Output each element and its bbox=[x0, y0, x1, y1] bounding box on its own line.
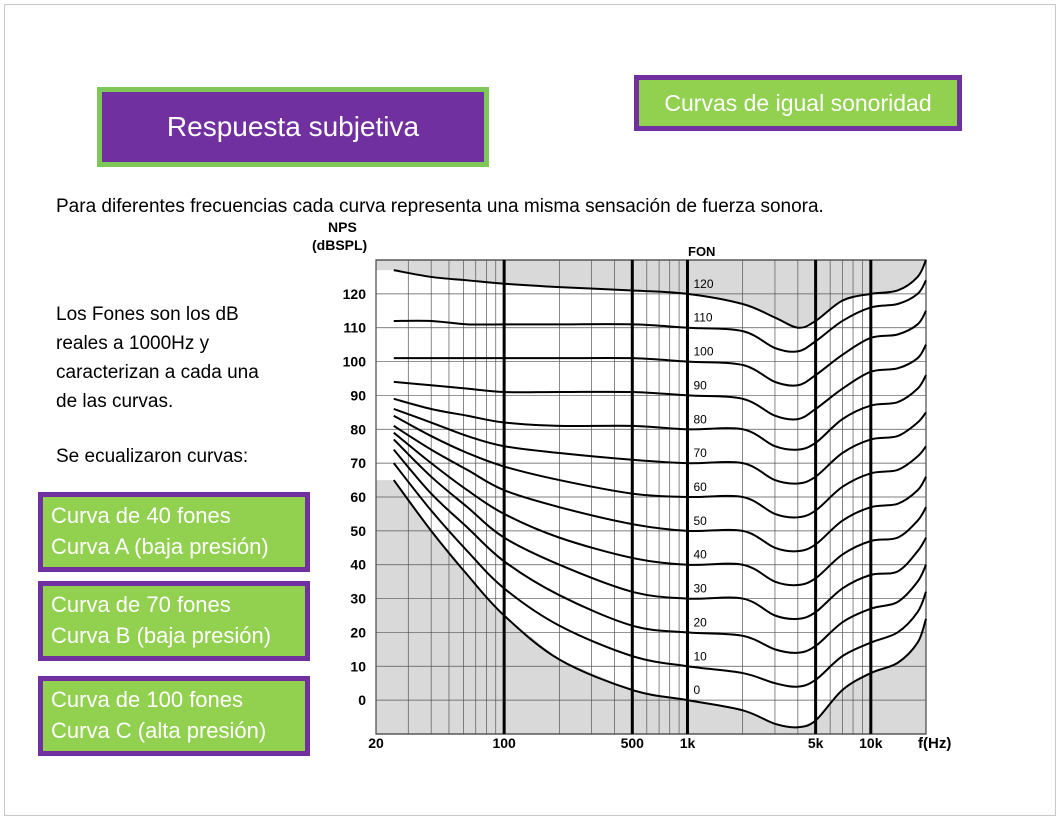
slide-title bbox=[97, 87, 489, 167]
curve-60-fon bbox=[394, 416, 926, 518]
curve-box-line: Curva B (baja presión) bbox=[51, 623, 272, 648]
topic-badge bbox=[634, 75, 962, 131]
y-tick-label: 120 bbox=[342, 285, 366, 302]
phon-line: Los Fones son los dB bbox=[56, 304, 239, 325]
phon-line: de las curvas. bbox=[56, 391, 174, 412]
curve-box-line: Curva de 70 fones bbox=[51, 592, 231, 617]
phon-description bbox=[56, 300, 306, 416]
curve-box-line: Curva A (baja presión) bbox=[51, 534, 269, 559]
y-tick-label: 70 bbox=[350, 455, 366, 472]
curve-box-line: Curva de 100 fones bbox=[51, 687, 244, 712]
curve-box-line: Curva de 40 fones bbox=[51, 503, 231, 528]
y-tick-label: 90 bbox=[350, 387, 366, 404]
intro-text: Para diferentes frecuencias cada curva representa una misma sensación de fuerza sonora. bbox=[56, 196, 824, 217]
slide-title-text: Respuesta subjetiva bbox=[166, 111, 420, 142]
x-tick-label: 10k bbox=[859, 735, 883, 751]
y-axis-label-line1: NPS bbox=[328, 220, 357, 235]
topic-badge-text: Curvas de igual sonoridad bbox=[664, 89, 932, 116]
curve-box-100-fones bbox=[38, 676, 310, 756]
curve-label-80: 80 bbox=[693, 412, 707, 427]
curve-box-40-fones bbox=[38, 492, 310, 572]
x-axis-label: f(Hz) bbox=[918, 735, 952, 752]
y-tick-label: 80 bbox=[350, 421, 366, 438]
y-tick-label: 50 bbox=[350, 522, 366, 539]
curve-label-60: 60 bbox=[693, 480, 707, 494]
y-tick-label: 30 bbox=[350, 590, 366, 607]
y-tick-label: 20 bbox=[350, 624, 366, 641]
x-tick-label: 5k bbox=[807, 735, 824, 751]
y-tick-label: 60 bbox=[350, 489, 366, 505]
curve-label-100: 100 bbox=[693, 344, 714, 359]
x-tick-label: 500 bbox=[620, 735, 644, 751]
y-axis-label-line2: (dBSPL) bbox=[312, 237, 368, 253]
phon-line: reales a 1000Hz y bbox=[56, 333, 210, 354]
curve-label-20: 20 bbox=[693, 615, 707, 630]
curve-label-30: 30 bbox=[693, 581, 707, 596]
curve-label-70: 70 bbox=[693, 446, 707, 461]
curve-label-50: 50 bbox=[693, 513, 707, 528]
phon-line: caracterizan a cada una bbox=[56, 362, 259, 383]
y-tick-label: 0 bbox=[358, 692, 366, 709]
curve-label-40: 40 bbox=[693, 547, 707, 562]
equal-loudness-chart bbox=[300, 220, 970, 760]
legend-title: FON bbox=[688, 244, 716, 259]
y-tick-label: 10 bbox=[350, 658, 366, 675]
curve-box-70-fones bbox=[38, 581, 310, 661]
y-tick-label: 110 bbox=[343, 319, 366, 336]
curve-90-fon bbox=[394, 345, 926, 420]
curve-label-90: 90 bbox=[693, 378, 707, 393]
curve-label-0: 0 bbox=[693, 683, 701, 698]
x-tick-label: 20 bbox=[368, 735, 384, 751]
x-tick-label: 1k bbox=[679, 735, 696, 751]
y-tick-label: 40 bbox=[350, 556, 366, 573]
curve-box-line: Curva C (alta presión) bbox=[51, 718, 267, 743]
curve-label-110: 110 bbox=[693, 310, 713, 325]
curve-label-120: 120 bbox=[693, 276, 714, 291]
equalized-label: Se ecualizaron curvas: bbox=[56, 446, 249, 467]
curve-label-10: 10 bbox=[693, 649, 707, 664]
y-tick-label: 100 bbox=[342, 353, 366, 370]
curve-100-fon bbox=[394, 311, 926, 386]
x-tick-label: 100 bbox=[492, 735, 516, 751]
